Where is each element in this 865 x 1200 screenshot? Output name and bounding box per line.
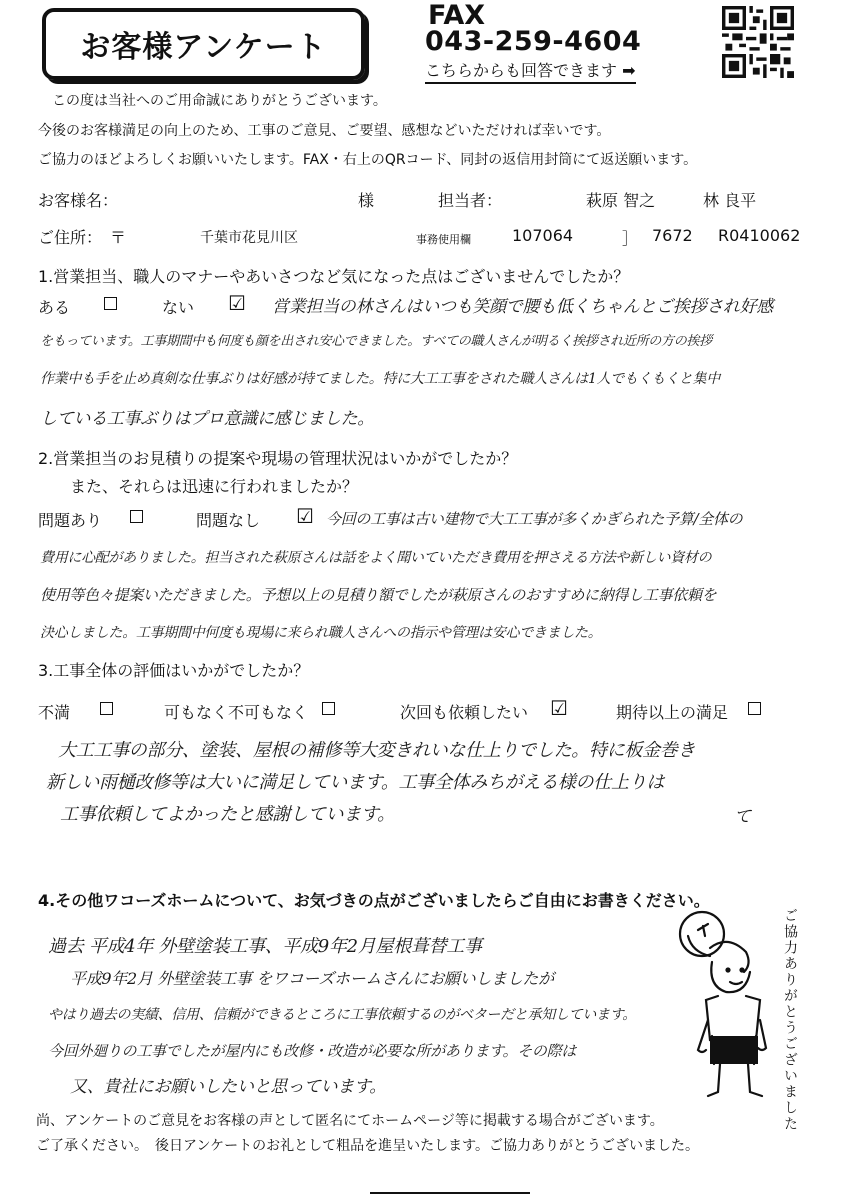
qr-note: こちらからも回答できます ➡: [425, 58, 636, 84]
q2-checkbox-problem[interactable]: [130, 510, 143, 523]
qr-code-icon[interactable]: [722, 6, 794, 78]
q2-answer-line-2: 費用に心配がありました。担当された萩原さんは話をよく聞いていただき費用を押さえる方法や新しい資材の: [40, 550, 712, 566]
office-code-1: 107064: [512, 226, 574, 245]
sama-label: 様: [358, 191, 375, 210]
q3-checkbox-4[interactable]: [748, 702, 761, 715]
office-bracket: ］: [622, 229, 639, 248]
address-label: ご住所：: [38, 228, 103, 247]
q3-checkbox-2[interactable]: [322, 702, 335, 715]
office-code-3: R0410062: [718, 226, 801, 245]
q4-answer-line-3: やはり過去の実績、信用、信頼ができるところに工事依頼するのがベターだと承知しています。: [48, 1007, 636, 1023]
q1-answer-line-1: 営業担当の林さんはいつも笑顔で腰も低くちゃんとご挨拶され好感: [272, 297, 773, 317]
office-use-label: 事務使用欄: [416, 233, 471, 246]
q3-option-dissatisfied: 不満: [38, 703, 71, 722]
footer-line-1: 尚、アンケートのご意見をお客様の声として匿名にてホームページ等に掲載する場合がございます。: [36, 1113, 664, 1129]
staff-name-1: 萩原 智之: [586, 191, 656, 210]
q2-answer-line-1: 今回の工事は古い建物で大工工事が多くかぎられた予算/全体の: [326, 510, 743, 528]
q4-answer-line-5: 又、貴社にお願いしたいと思っています。: [70, 1077, 386, 1097]
fax-number: 043-259-4604: [425, 26, 642, 57]
q3-answer-line-1: 大工工事の部分、塗装、屋根の補修等大変きれいな仕上りでした。特に板金巻き: [58, 740, 696, 761]
staff-label: 担当者：: [438, 191, 503, 210]
q1-answer-line-4: している工事ぶりはプロ意識に感じました。: [40, 409, 374, 429]
q2-sub-question: また、それらは迅速に行われましたか？: [70, 477, 359, 496]
q2-question: 2.営業担当のお見積りの提案や現場の管理状況はいかがでしたか？: [38, 449, 518, 468]
intro-line-3: ご協力のほどよろしくお願いいたします。FAX・右上のQRコード、同封の返信用封筒にて返送願います。: [38, 152, 698, 168]
q2-checkbox-noproblem[interactable]: ☑: [296, 504, 314, 528]
office-code-2: 7672: [652, 226, 693, 245]
q3-answer-line-2: 新しい雨樋改修等は大いに満足しています。工事全体みちがえる様の仕上りは: [46, 772, 665, 793]
q4-answer-line-1: 過去 平成4年 外壁塗装工事、平成9年2月屋根葺替工事: [48, 936, 482, 957]
q1-option-yes: ある: [38, 298, 71, 317]
q3-checkbox-1[interactable]: [100, 702, 113, 715]
q3-checkbox-3[interactable]: ☑: [550, 696, 568, 720]
fax-label: FAX: [428, 0, 486, 31]
q3-option-again: 次回も依頼したい: [400, 703, 529, 722]
thank-you-character-illustration: [670, 908, 770, 1108]
q3-answer-tail: て: [734, 807, 751, 827]
address-value: 千葉市花見川区: [200, 230, 298, 246]
q1-answer-line-2: をもっています。工事期間中も何度も顔を出され安心できました。すべての職人さんが明るく挨拶され近所の方の挨拶: [40, 334, 712, 349]
q2-option-problem: 問題あり: [38, 511, 103, 530]
q4-answer-line-2: 平成9年2月 外壁塗装工事 をワコーズホームさんにお願いしましたが: [70, 969, 554, 988]
q3-answer-line-3: 工事依頼してよかったと感謝しています。: [60, 804, 395, 825]
survey-title: お客様アンケート: [42, 8, 365, 80]
side-thanks-text: ご協力ありがとうございました: [782, 908, 798, 1132]
postal-mark: 〒: [110, 228, 127, 247]
q1-checkbox-yes[interactable]: [104, 297, 117, 310]
customer-name-label: お客様名：: [38, 191, 119, 210]
intro-line-1: この度は当社へのご用命誠にありがとうございます。: [52, 93, 387, 109]
q2-answer-line-4: 決心しました。工事期間中何度も現場に来られ職人さんへの指示や管理は安心できました。: [40, 625, 602, 641]
q1-answer-line-3: 作業中も手を止め真剣な仕事ぶりは好感が持てました。特に大工工事をされた職人さんは1人でもくもくと集中: [40, 371, 720, 387]
footer-line-2: ご了承ください。 後日アンケートのお礼として粗品を進呈いたします。ご協力ありがとうございました。: [36, 1138, 700, 1154]
bottom-rule: [370, 1192, 530, 1194]
q1-option-no: ない: [162, 298, 195, 317]
staff-name-2: 林 良平: [703, 191, 757, 210]
q3-option-neutral: 可もなく不可もなく: [164, 703, 309, 722]
q1-checkbox-no[interactable]: ☑: [228, 291, 246, 315]
intro-line-2: 今後のお客様満足の向上のため、工事のご意見、ご要望、感想などいただければ幸いです。: [38, 123, 611, 139]
q3-option-beyond: 期待以上の満足: [616, 703, 729, 722]
q4-answer-line-4: 今回外廻りの工事でしたが屋内にも改修・改造が必要な所があります。その際は: [48, 1042, 577, 1060]
q1-question: 1.営業担当、職人のマナーやあいさつなど気になった点はございませんでしたか？: [38, 267, 630, 286]
q2-answer-line-3: 使用等色々提案いただきました。予想以上の見積り額でしたが萩原さんのおすすめに納得し工事依頼を: [40, 586, 717, 604]
q2-option-noproblem: 問題なし: [196, 511, 261, 530]
q4-question: 4.その他ワコーズホームについて、お気づきの点がございましたらご自由にお書きください。: [38, 891, 710, 910]
q3-question: 3.工事全体の評価はいかがでしたか？: [38, 661, 310, 680]
